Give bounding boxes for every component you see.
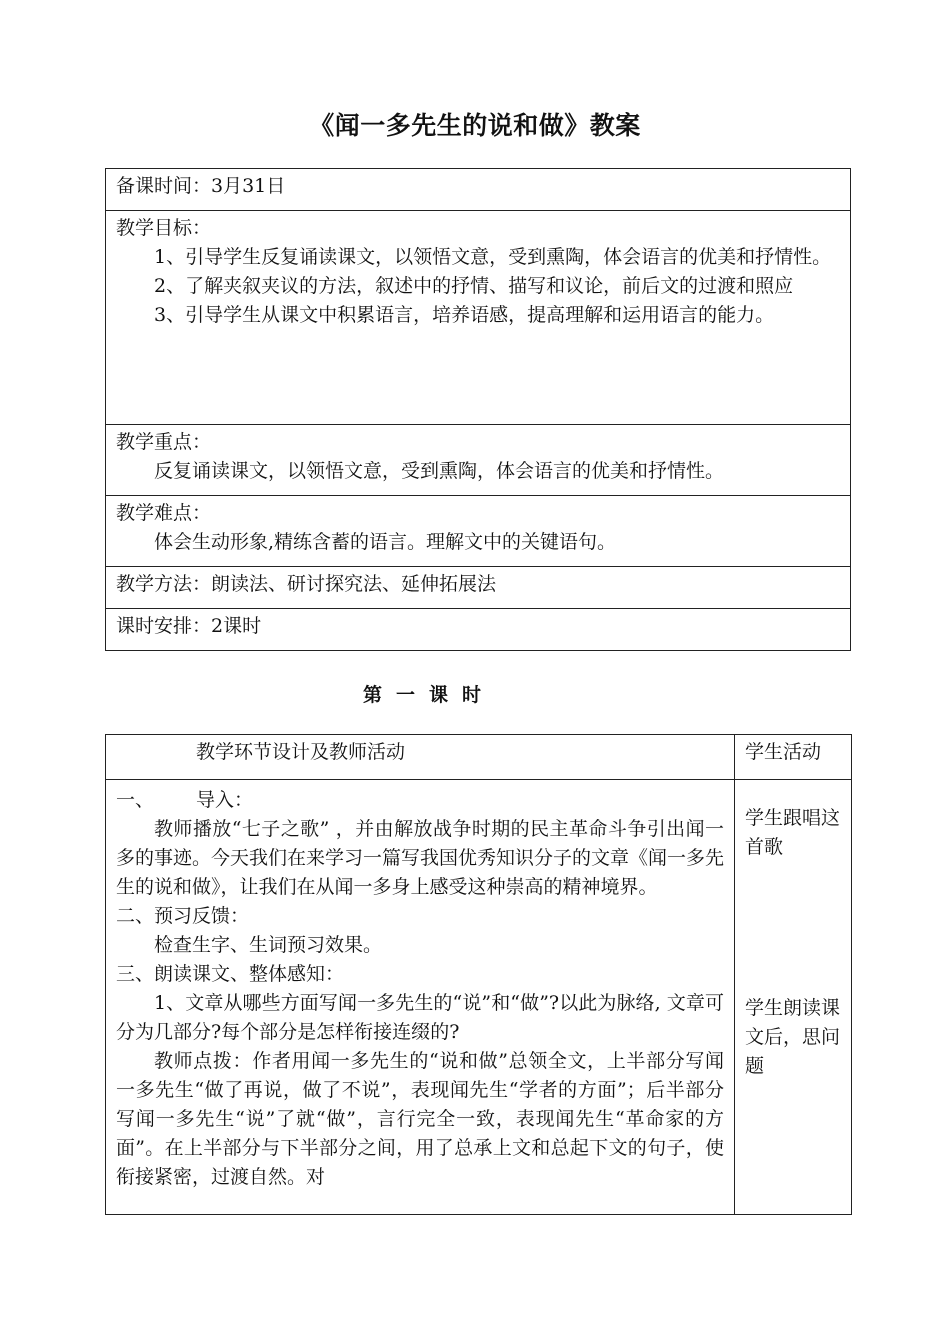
row-method	[106, 567, 851, 609]
method-text: 教学方法：朗读法、研讨探究法、延伸拓展法	[116, 573, 497, 595]
prep-time: 备课时间：3月31日	[116, 175, 286, 197]
goal-item: 2、了解夹叙夹议的方法，叙述中的抒情、描写和议论，前后文的过渡和照应	[154, 275, 794, 297]
student-activity-item: 学生跟唱这首歌	[745, 807, 841, 858]
hint-text: 教师点拨：作者用闻一多先生的“说和做”总领全文，上半部分写闻一多先生“做了再说，做了不说”，表现闻先生“学者的方面”；后半部分写闻一多先生“说”了就“做”，言行完全一致，表现闻先生“革命家的方面”。在上半部分与下半部分之间，用了总承上文和总起下文的句子，使衔接紧密，过渡自然。对	[116, 1050, 724, 1188]
lesson-subtitle: 第一课时	[362, 684, 495, 706]
section-text: 检查生字、生词预习效果。	[154, 934, 383, 956]
row-key-points	[106, 425, 851, 496]
row-prep-time	[106, 169, 851, 211]
lesson-info-table	[105, 168, 851, 651]
lesson-body-row	[106, 780, 852, 1215]
goals-label: 教学目标：	[116, 217, 212, 239]
teacher-activity-cell	[106, 780, 735, 1215]
key-label: 教学重点：	[116, 431, 212, 453]
lesson-plan-table	[105, 734, 852, 1215]
student-activity-cell	[735, 780, 852, 1215]
lesson-header-row	[106, 735, 852, 780]
section-number: 一、	[116, 789, 155, 811]
section-title: 导入：	[196, 789, 254, 811]
section-heading: 二、预习反馈：	[116, 905, 250, 927]
difficulty-text: 体会生动形象,精练含蓄的语言。理解文中的关键语句。	[154, 531, 617, 553]
document-title: 《闻一多先生的说和做》教案	[309, 111, 641, 140]
goal-item: 3、引导学生从课文中积累语言，培养语感，提高理解和运用语言的能力。	[154, 304, 775, 326]
difficulty-label: 教学难点：	[116, 502, 212, 524]
key-text: 反复诵读课文，以领悟文意，受到熏陶，体会语言的优美和抒情性。	[154, 460, 725, 482]
teacher-activity-header: 教学环节设计及教师活动	[106, 735, 735, 780]
row-goals	[106, 211, 851, 425]
section-text: 教师播放“七子之歌” ，并由解放战争时期的民主革命斗争引出闻一多的事迹。今天我们在来学习一篇写我国优秀知识分子的文章《闻一多先生的说和做》，让我们在从闻一多身上感受这种崇高的精神境界。	[116, 818, 725, 898]
student-activity-item: 学生朗读课文后，思问题	[745, 997, 841, 1077]
schedule-text: 课时安排：2课时	[116, 615, 262, 637]
row-schedule	[106, 609, 851, 651]
student-activity-header: 学生活动	[735, 735, 852, 780]
row-difficulty	[106, 496, 851, 567]
question-text: 1、文章从哪些方面写闻一多先生的“说”和“做”?以此为脉络, 文章可分为几部分?每个部分是怎样衔接连缀的?	[116, 992, 724, 1043]
goal-item: 1、引导学生反复诵读课文，以领悟文意，受到熏陶，体会语言的优美和抒情性。	[154, 246, 832, 268]
section-heading	[116, 786, 724, 815]
section-heading: 三、朗读课文、整体感知：	[116, 963, 345, 985]
